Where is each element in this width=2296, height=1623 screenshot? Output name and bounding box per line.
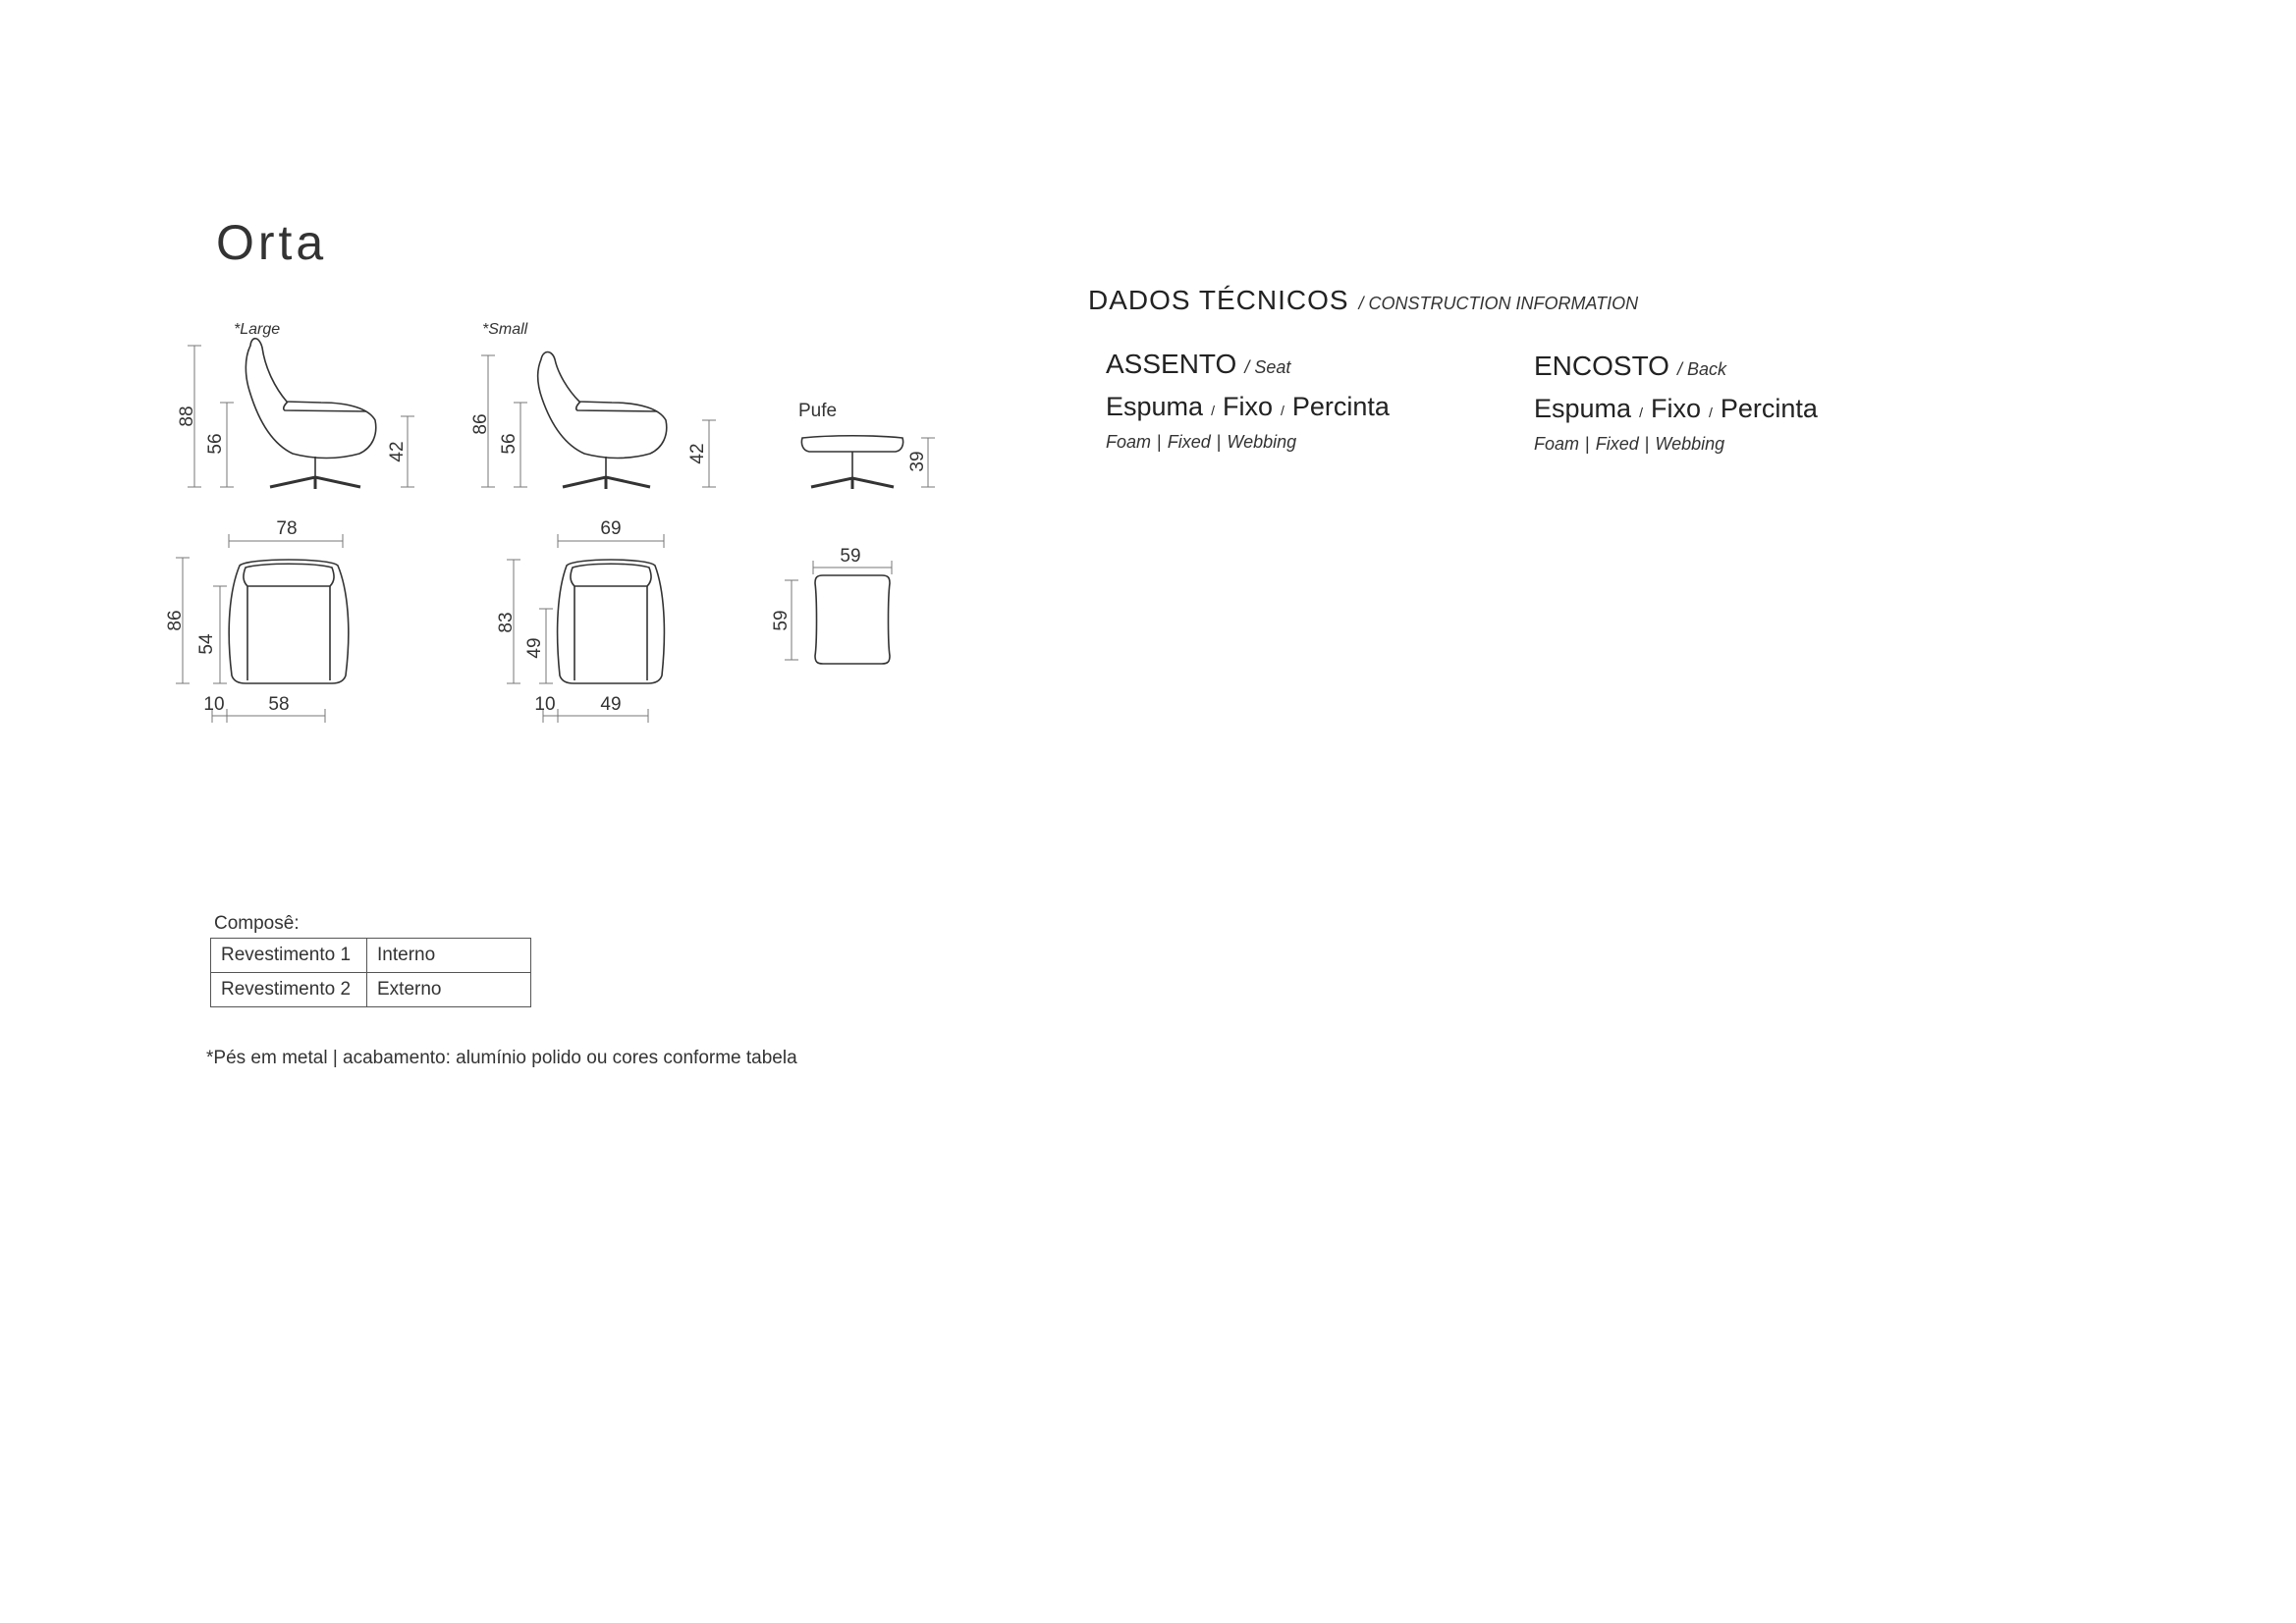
seat-subtitle: / Seat (1244, 357, 1291, 377)
seat-materials: Espuma / Fixo / Percinta (1106, 392, 1390, 421)
pufe-width: 59 (840, 546, 861, 567)
table-cell: Interno (367, 939, 531, 973)
table-row (211, 939, 531, 973)
large-chair-side-drawing (246, 339, 375, 489)
small-seat-width: 49 (600, 694, 622, 715)
tech-title: DADOS TÉCNICOS (1088, 285, 1349, 315)
small-seat-depth: 49 (524, 637, 545, 659)
back-material-en-fixed: Fixed (1595, 434, 1639, 454)
seat-material-fixed: Fixo (1222, 392, 1273, 421)
pufe-depth: 59 (771, 610, 792, 631)
large-front-dim-lines (176, 534, 343, 723)
small-label: *Small (482, 321, 528, 338)
tech-header (1088, 285, 1638, 316)
back-materials-en: Foam | Fixed | Webbing (1534, 434, 1725, 454)
large-seat-width: 58 (268, 694, 290, 715)
small-height-total: 86 (470, 413, 491, 435)
seat-materials-en: Foam | Fixed | Webbing (1106, 432, 1297, 452)
back-subtitle: / Back (1676, 359, 1726, 379)
small-seat-height: 56 (499, 433, 519, 455)
back-material-en-foam: Foam (1534, 434, 1580, 454)
back-material-en-webbing: Webbing (1655, 434, 1725, 454)
small-front-depth: 83 (496, 612, 517, 633)
back-material-webbing: Percinta (1720, 394, 1818, 423)
small-chair-top-drawing (558, 560, 665, 683)
seat-material-webbing: Percinta (1291, 392, 1390, 421)
table-row (211, 973, 531, 1007)
back-section (1534, 351, 1818, 455)
large-arm-height: 42 (387, 441, 408, 462)
product-title: Orta (216, 215, 328, 270)
seat-material-en-webbing: Webbing (1227, 432, 1297, 452)
pufe-side-drawing (801, 436, 902, 489)
large-front-width: 78 (276, 518, 298, 539)
large-seat-depth: 54 (196, 633, 217, 655)
small-dim-lines (481, 355, 716, 487)
pufe-height: 39 (907, 451, 928, 472)
large-height-total: 88 (177, 406, 197, 427)
footnote: *Pés em metal | acabamento: alumínio polido ou cores conforme tabela (206, 1048, 797, 1068)
seat-material-en-foam: Foam (1106, 432, 1152, 452)
tech-subtitle: / CONSTRUCTION INFORMATION (1358, 294, 1639, 313)
table-cell: Revestimento 2 (211, 973, 367, 1007)
back-materials: Espuma / Fixo / Percinta (1534, 394, 1818, 423)
pufe-top-drawing (815, 575, 890, 664)
large-arm-width: 10 (203, 694, 225, 715)
large-seat-height: 56 (205, 433, 226, 455)
small-arm-height: 42 (687, 443, 708, 464)
seat-material-en-fixed: Fixed (1167, 432, 1211, 452)
back-material-foam: Espuma (1534, 394, 1632, 423)
large-front-depth: 86 (165, 610, 186, 631)
composition-label: Composê: (214, 913, 300, 934)
large-chair-top-drawing (229, 560, 349, 683)
small-chair-side-drawing (538, 352, 667, 490)
small-front-width: 69 (600, 518, 622, 539)
technical-drawings (0, 0, 982, 746)
large-label: *Large (234, 321, 281, 338)
pufe-label: Pufe (798, 401, 838, 421)
seat-material-foam: Espuma (1106, 392, 1204, 421)
table-cell: Externo (367, 973, 531, 1007)
seat-title: ASSENTO (1106, 349, 1237, 379)
small-front-dim-lines (507, 534, 664, 723)
composition-table (210, 938, 531, 1007)
seat-section (1106, 349, 1390, 453)
small-arm-width: 10 (534, 694, 556, 715)
back-material-fixed: Fixo (1650, 394, 1701, 423)
table-cell: Revestimento 1 (211, 939, 367, 973)
back-title: ENCOSTO (1534, 351, 1669, 381)
large-dim-lines (188, 346, 414, 487)
